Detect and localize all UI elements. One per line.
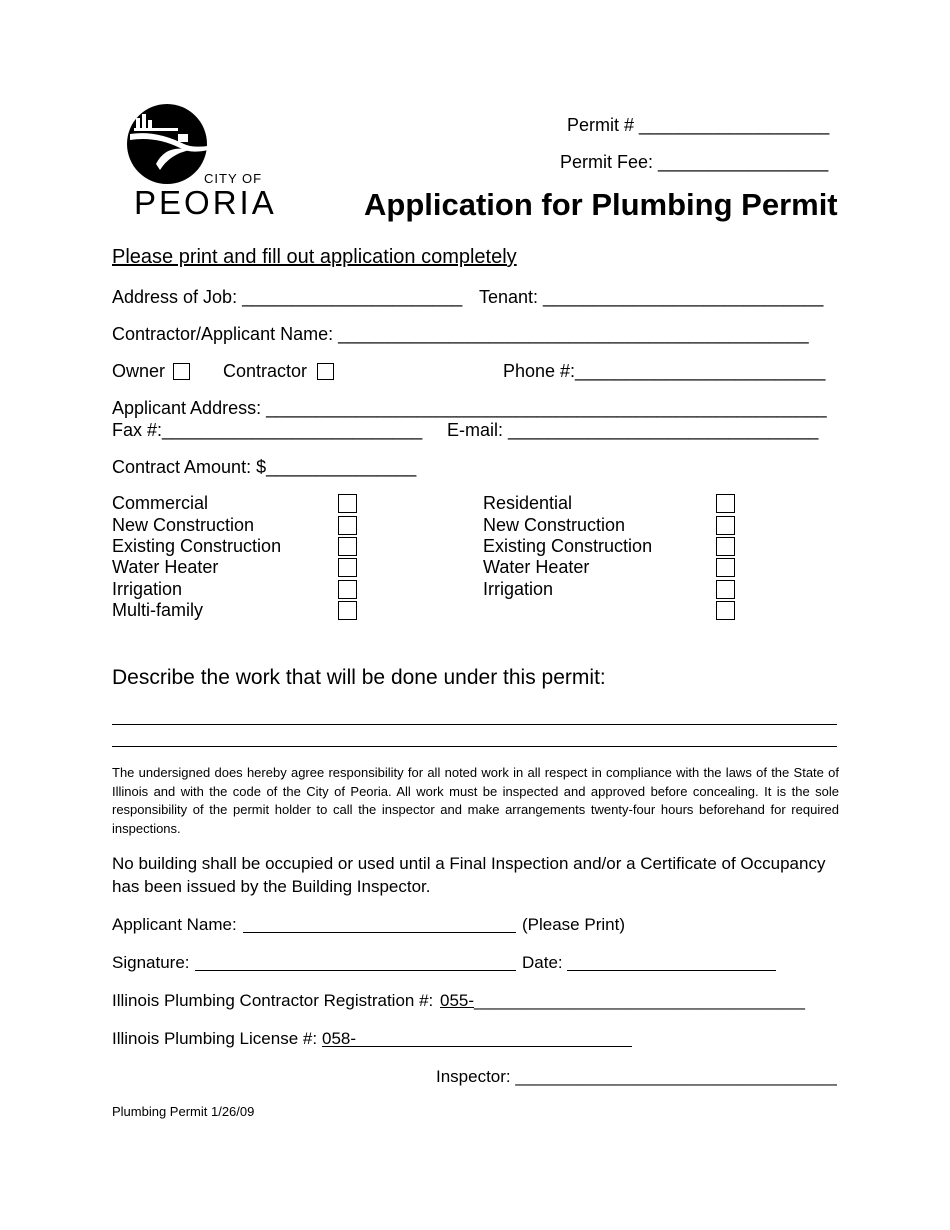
contractor-checkbox[interactable] [317, 363, 334, 380]
residential-new-construction-checkbox[interactable] [716, 516, 735, 535]
residential-irrigation-checkbox[interactable] [716, 580, 735, 599]
license-line[interactable] [322, 1046, 632, 1047]
commercial-checkbox[interactable] [338, 494, 357, 513]
commercial-water-heater-checkbox[interactable] [338, 558, 357, 577]
describe-work-line-1[interactable] [112, 724, 837, 725]
registration-prefix[interactable]: 055- [440, 991, 475, 1010]
commercial-heading: Commercial [112, 493, 209, 513]
instruction-text: Please print and fill out application completely [112, 246, 517, 268]
inspector-field[interactable]: Inspector: __________________________________ [436, 1067, 837, 1086]
agreement-text: The undersigned does hereby agree responsibility for all noted work in all respect in compliance with the laws of the State of Illinois and with the code of the City of Peoria. All work must be inspected and approved before concealing. It is the sole responsibility of the permit holder to call the inspector and make arrangements twenty-four hours beforehand for required inspections. [112, 765, 839, 837]
registration-blank[interactable]: ___________________________________ [474, 991, 805, 1010]
residential-extra-checkbox[interactable] [716, 601, 735, 620]
residential-new-construction-label: New Construction [483, 515, 626, 535]
commercial-new-construction-label: New Construction [112, 515, 255, 535]
commercial-multi-family-checkbox[interactable] [338, 601, 357, 620]
residential-checkbox[interactable] [716, 494, 735, 513]
registration-label: Illinois Plumbing Contractor Registration #: [112, 991, 434, 1010]
describe-work-line-2[interactable] [112, 746, 837, 747]
commercial-existing-construction-label: Existing Construction [112, 536, 282, 556]
permit-number-field[interactable]: Permit # ___________________ [567, 115, 830, 135]
residential-heading: Residential [483, 493, 573, 513]
applicant-name-line[interactable] [243, 932, 516, 933]
applicant-name-label: Applicant Name: [112, 915, 237, 934]
email-field[interactable]: E-mail: _______________________________ [447, 420, 819, 440]
commercial-new-construction-checkbox[interactable] [338, 516, 357, 535]
residential-water-heater-label: Water Heater [483, 557, 590, 577]
page-title: Application for Plumbing Permit [364, 187, 838, 222]
please-print-note: (Please Print) [522, 915, 625, 934]
address-of-job-field[interactable]: Address of Job: ______________________ [112, 287, 463, 307]
commercial-irrigation-label: Irrigation [112, 579, 183, 599]
tenant-field[interactable]: Tenant: ____________________________ [479, 287, 824, 307]
city-of-peoria-logo [126, 104, 277, 222]
signature-line[interactable] [195, 970, 516, 971]
footer-form-id: Plumbing Permit 1/26/09 [112, 1104, 255, 1119]
contract-amount-field[interactable]: Contract Amount: $_______________ [112, 457, 417, 477]
commercial-existing-construction-checkbox[interactable] [338, 537, 357, 556]
fax-field[interactable]: Fax #:__________________________ [112, 420, 423, 440]
logo-peoria: PEORIA [134, 184, 277, 221]
residential-existing-construction-checkbox[interactable] [716, 537, 735, 556]
phone-field[interactable]: Phone #:_________________________ [503, 361, 826, 381]
describe-work-heading: Describe the work that will be done under this permit: [112, 666, 606, 689]
residential-irrigation-label: Irrigation [483, 579, 554, 599]
residential-existing-construction-label: Existing Construction [483, 536, 653, 556]
permit-fee-field[interactable]: Permit Fee: _________________ [560, 152, 829, 172]
license-label: Illinois Plumbing License #: [112, 1029, 318, 1048]
signature-label: Signature: [112, 953, 190, 972]
commercial-water-heater-label: Water Heater [112, 557, 219, 577]
license-prefix[interactable]: 058- [322, 1029, 357, 1048]
contractor-name-field[interactable]: Contractor/Applicant Name: _______________________________________________ [112, 324, 809, 344]
commercial-multi-family-label: Multi-family [112, 600, 204, 620]
date-line[interactable] [567, 970, 776, 971]
residential-water-heater-checkbox[interactable] [716, 558, 735, 577]
occupancy-text: No building shall be occupied or used until a Final Inspection and/or a Certificate of Occupancy has been issued by the Building Inspector. [112, 854, 826, 896]
logo-city-of: CITY OF [204, 171, 263, 186]
applicant-address-field[interactable]: Applicant Address: ________________________________________________________ [112, 398, 827, 418]
contractor-label: Contractor [223, 361, 308, 381]
owner-checkbox[interactable] [173, 363, 190, 380]
owner-label: Owner [112, 361, 166, 381]
commercial-irrigation-checkbox[interactable] [338, 580, 357, 599]
date-label: Date: [522, 953, 563, 972]
